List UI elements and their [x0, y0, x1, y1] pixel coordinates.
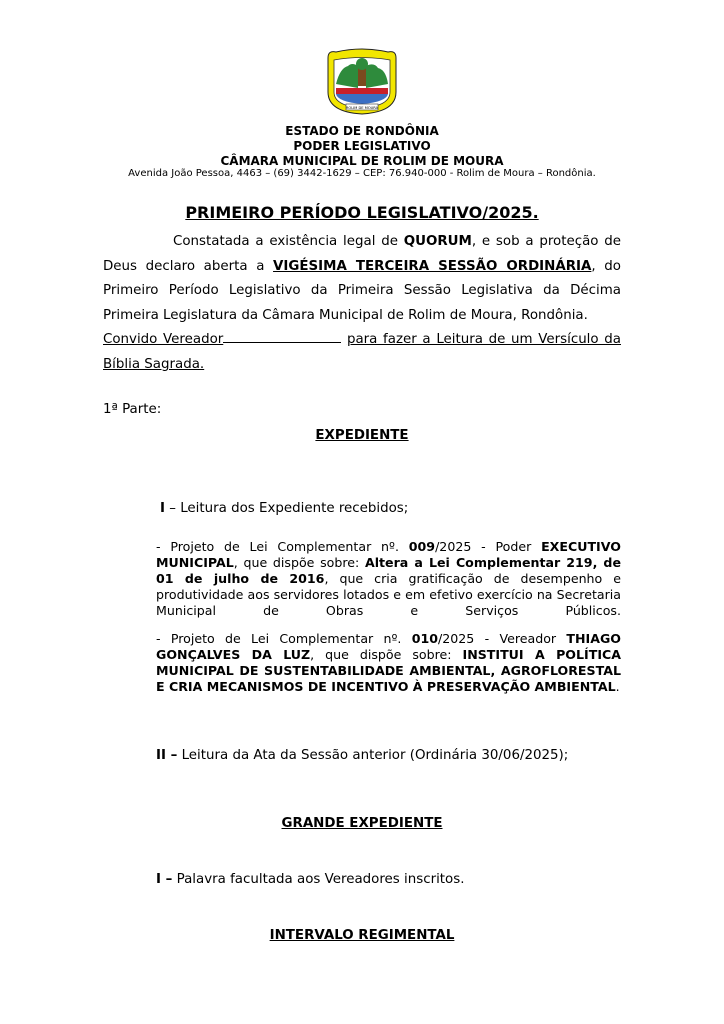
project-009: - Projeto de Lei Complementar nº. 009/2025 - Poder EXECUTIVO MUNICIPAL, que dispõe sobre: Altera a Lei Complementar 219, de 01 de julho de 2016, que cria gratificação de desempenho e produtividade aos servidores lotados e em efetivo exercício na Secretaria Municipal de Obras e Serviços Públicos.	[156, 539, 621, 618]
session-name: VIGÉSIMA TERCEIRA SESSÃO ORDINÁRIA	[273, 258, 592, 274]
grande-expediente-heading: GRANDE EXPEDIENTE	[281, 816, 443, 831]
header-chamber: CÂMARA MUNICIPAL DE ROLIM DE MOURA	[220, 154, 504, 168]
expediente-heading: EXPEDIENTE	[315, 428, 409, 443]
header-state: ESTADO DE RONDÔNIA	[285, 124, 439, 138]
header-branch: PODER LEGISLATIVO	[293, 139, 431, 153]
grande-item-1: I – Palavra facultada aos Vereadores inscritos.	[156, 872, 465, 887]
intervalo-heading: INTERVALO REGIMENTAL	[269, 928, 455, 943]
quorum-text: QUORUM	[403, 234, 472, 249]
part-label: 1ª Parte:	[103, 402, 162, 417]
project-010: - Projeto de Lei Complementar nº. 010/2025 - Vereador THIAGO GONÇALVES DA LUZ, que dispõe sobre: INSTITUI A POLÍTICA MUNICIPAL DE SUSTENTABILIDADE AMBIENTAL, AGROFLORESTAL E CRIA MECANISMOS DE INCENTIVO À PRESERVAÇÃO AMBIENTAL.	[156, 631, 621, 694]
expediente-item-1: I – Leitura dos Expediente recebidos;	[160, 501, 409, 516]
expediente-item-2: II – Leitura da Ata da Sessão anterior (Ordinária 30/06/2025);	[156, 748, 569, 763]
municipal-seal-icon	[322, 48, 402, 116]
vereador-blank-field	[223, 330, 341, 343]
invite-line-2: Bíblia Sagrada.	[103, 357, 205, 372]
seal-text: ROLIM DE MOURA	[345, 106, 379, 110]
opening-paragraph: Constatada a existência legal de QUORUM, e sob a proteção de Deus declaro aberta a VIGÉSIMA TERCEIRA SESSÃO ORDINÁRIA, do Primeiro Período Legislativo da Primeira Sessão Legislativa da Décima Primeira Legislatura da Câmara Municipal de Rolim de Moura, Rondônia.	[103, 234, 622, 323]
page-title: PRIMEIRO PERÍODO LEGISLATIVO/2025.	[185, 203, 539, 222]
header-address: Avenida João Pessoa, 4463 – (69) 3442-1629 – CEP: 76.940-000 - Rolim de Moura – Rondônia.	[128, 168, 596, 179]
invite-line: Convido Vereador para fazer a Leitura de um Versículo da	[103, 332, 621, 347]
